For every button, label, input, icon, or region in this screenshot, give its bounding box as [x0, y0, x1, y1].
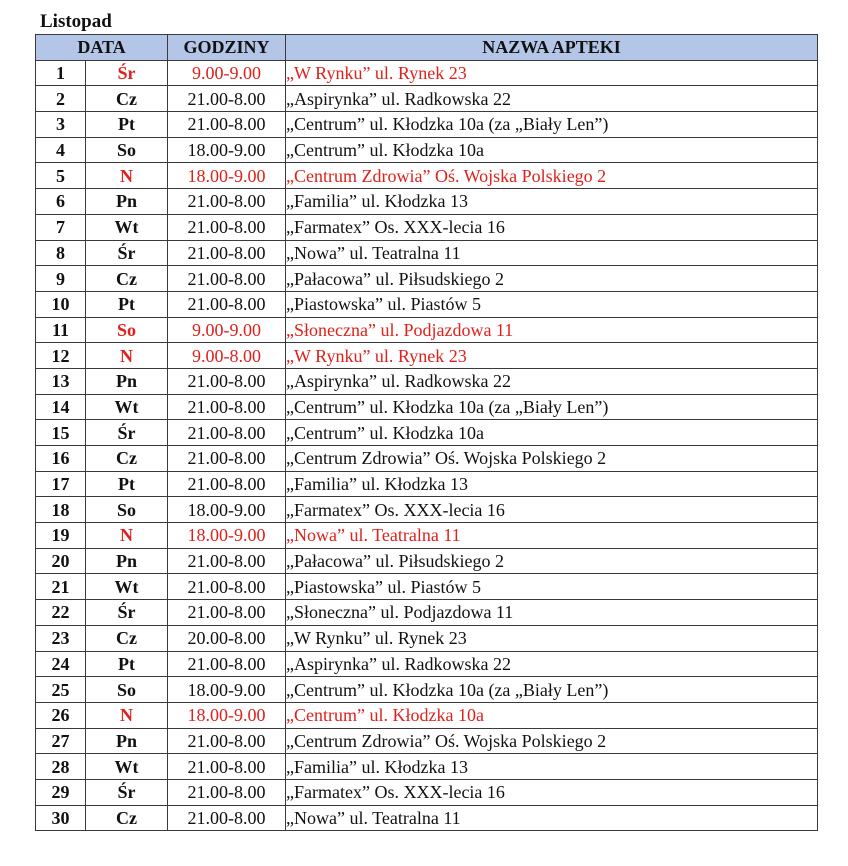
table-row [36, 291, 818, 317]
day-number-cell: 22 [36, 600, 86, 626]
hours-cell: 18.00-9.00 [168, 523, 286, 549]
table-row [36, 317, 818, 343]
day-number-cell: 25 [36, 677, 86, 703]
day-number-cell: 16 [36, 446, 86, 472]
table-row [36, 266, 818, 292]
hours-cell: 18.00-9.00 [168, 677, 286, 703]
hours-cell: 18.00-9.00 [168, 702, 286, 728]
hours-cell: 21.00-8.00 [168, 86, 286, 112]
pharmacy-cell: „Nowa” ul. Teatralna 11 [286, 240, 818, 266]
table-row [36, 446, 818, 472]
table-row [36, 677, 818, 703]
pharmacy-cell: „Farmatex” Os. XXX-lecia 16 [286, 779, 818, 805]
day-number-cell: 29 [36, 779, 86, 805]
month-title: Listopad [40, 11, 112, 32]
hours-cell: 21.00-8.00 [168, 214, 286, 240]
day-number-cell: 26 [36, 702, 86, 728]
table-row [36, 779, 818, 805]
pharmacy-cell: „W Rynku” ul. Rynek 23 [286, 60, 818, 86]
weekday-cell: So [86, 137, 168, 163]
table-row [36, 112, 818, 138]
table-row [36, 600, 818, 626]
header-pharmacy: NAZWA APTEKI [286, 35, 818, 61]
pharmacy-cell: „Centrum” ul. Kłodzka 10a [286, 702, 818, 728]
weekday-cell: Cz [86, 86, 168, 112]
weekday-cell: So [86, 497, 168, 523]
pharmacy-cell: „Centrum” ul. Kłodzka 10a (za „Biały Len”) [286, 112, 818, 138]
weekday-cell: Pt [86, 291, 168, 317]
pharmacy-cell: „Centrum” ul. Kłodzka 10a [286, 420, 818, 446]
day-number-cell: 12 [36, 343, 86, 369]
pharmacy-cell: „Pałacowa” ul. Piłsudskiego 2 [286, 266, 818, 292]
table-row [36, 728, 818, 754]
weekday-cell: Śr [86, 420, 168, 446]
day-number-cell: 17 [36, 471, 86, 497]
hours-cell: 21.00-8.00 [168, 651, 286, 677]
weekday-cell: N [86, 163, 168, 189]
hours-cell: 18.00-9.00 [168, 163, 286, 189]
table-row [36, 137, 818, 163]
hours-cell: 9.00-9.00 [168, 317, 286, 343]
table-row [36, 471, 818, 497]
day-number-cell: 18 [36, 497, 86, 523]
hours-cell: 20.00-8.00 [168, 625, 286, 651]
hours-cell: 21.00-8.00 [168, 394, 286, 420]
weekday-cell: Wt [86, 214, 168, 240]
day-number-cell: 19 [36, 523, 86, 549]
hours-cell: 9.00-9.00 [168, 60, 286, 86]
day-number-cell: 14 [36, 394, 86, 420]
table-row [36, 240, 818, 266]
table-row [36, 368, 818, 394]
weekday-cell: Pt [86, 471, 168, 497]
table-header [36, 35, 818, 61]
pharmacy-cell: „Centrum” ul. Kłodzka 10a (za „Biały Len”) [286, 677, 818, 703]
hours-cell: 9.00-8.00 [168, 343, 286, 369]
pharmacy-cell: „Pałacowa” ul. Piłsudskiego 2 [286, 548, 818, 574]
pharmacy-cell: „Familia” ul. Kłodzka 13 [286, 754, 818, 780]
day-number-cell: 21 [36, 574, 86, 600]
table-row [36, 523, 818, 549]
day-number-cell: 2 [36, 86, 86, 112]
weekday-cell: Wt [86, 574, 168, 600]
weekday-cell: Śr [86, 60, 168, 86]
pharmacy-cell: „Centrum Zdrowia” Oś. Wojska Polskiego 2 [286, 446, 818, 472]
weekday-cell: N [86, 702, 168, 728]
weekday-cell: Pt [86, 112, 168, 138]
hours-cell: 21.00-8.00 [168, 420, 286, 446]
pharmacy-cell: „Nowa” ul. Teatralna 11 [286, 805, 818, 831]
hours-cell: 21.00-8.00 [168, 754, 286, 780]
hours-cell: 21.00-8.00 [168, 291, 286, 317]
weekday-cell: Cz [86, 625, 168, 651]
day-number-cell: 28 [36, 754, 86, 780]
weekday-cell: Pn [86, 189, 168, 215]
pharmacy-cell: „Nowa” ul. Teatralna 11 [286, 523, 818, 549]
hours-cell: 21.00-8.00 [168, 548, 286, 574]
hours-cell: 21.00-8.00 [168, 728, 286, 754]
table-row [36, 214, 818, 240]
table-row [36, 497, 818, 523]
pharmacy-duty-table [35, 34, 818, 831]
pharmacy-cell: „Aspirynka” ul. Radkowska 22 [286, 368, 818, 394]
table-row [36, 548, 818, 574]
weekday-cell: Wt [86, 394, 168, 420]
hours-cell: 21.00-8.00 [168, 446, 286, 472]
hours-cell: 21.00-8.00 [168, 805, 286, 831]
day-number-cell: 7 [36, 214, 86, 240]
weekday-cell: So [86, 317, 168, 343]
day-number-cell: 23 [36, 625, 86, 651]
hours-cell: 18.00-9.00 [168, 497, 286, 523]
day-number-cell: 1 [36, 60, 86, 86]
pharmacy-cell: „Centrum Zdrowia” Oś. Wojska Polskiego 2 [286, 163, 818, 189]
header-row [36, 35, 818, 61]
weekday-cell: N [86, 343, 168, 369]
weekday-cell: Śr [86, 779, 168, 805]
hours-cell: 21.00-8.00 [168, 600, 286, 626]
weekday-cell: Pn [86, 368, 168, 394]
table-row [36, 651, 818, 677]
weekday-cell: Pt [86, 651, 168, 677]
weekday-cell: Cz [86, 266, 168, 292]
day-number-cell: 9 [36, 266, 86, 292]
table-row [36, 625, 818, 651]
pharmacy-cell: „Piastowska” ul. Piastów 5 [286, 574, 818, 600]
pharmacy-cell: „W Rynku” ul. Rynek 23 [286, 343, 818, 369]
table-row [36, 60, 818, 86]
pharmacy-cell: „Aspirynka” ul. Radkowska 22 [286, 651, 818, 677]
weekday-cell: Cz [86, 446, 168, 472]
table-body [36, 60, 818, 831]
weekday-cell: Śr [86, 600, 168, 626]
pharmacy-cell: „Centrum Zdrowia” Oś. Wojska Polskiego 2 [286, 728, 818, 754]
hours-cell: 21.00-8.00 [168, 266, 286, 292]
day-number-cell: 6 [36, 189, 86, 215]
weekday-cell: Cz [86, 805, 168, 831]
pharmacy-cell: „W Rynku” ul. Rynek 23 [286, 625, 818, 651]
pharmacy-cell: „Słoneczna” ul. Podjazdowa 11 [286, 317, 818, 343]
table-row [36, 394, 818, 420]
day-number-cell: 8 [36, 240, 86, 266]
pharmacy-cell: „Familia” ul. Kłodzka 13 [286, 189, 818, 215]
hours-cell: 21.00-8.00 [168, 574, 286, 600]
pharmacy-cell: „Farmatex” Os. XXX-lecia 16 [286, 214, 818, 240]
day-number-cell: 15 [36, 420, 86, 446]
hours-cell: 18.00-9.00 [168, 137, 286, 163]
hours-cell: 21.00-8.00 [168, 112, 286, 138]
pharmacy-cell: „Farmatex” Os. XXX-lecia 16 [286, 497, 818, 523]
day-number-cell: 24 [36, 651, 86, 677]
hours-cell: 21.00-8.00 [168, 779, 286, 805]
table-row [36, 86, 818, 112]
header-hours: GODZINY [168, 35, 286, 61]
table-row [36, 163, 818, 189]
weekday-cell: Pn [86, 548, 168, 574]
table-row [36, 754, 818, 780]
weekday-cell: Pn [86, 728, 168, 754]
pharmacy-cell: „Słoneczna” ul. Podjazdowa 11 [286, 600, 818, 626]
header-date: DATA [36, 35, 168, 61]
day-number-cell: 27 [36, 728, 86, 754]
hours-cell: 21.00-8.00 [168, 240, 286, 266]
pharmacy-cell: „Centrum” ul. Kłodzka 10a [286, 137, 818, 163]
table-row [36, 702, 818, 728]
pharmacy-cell: „Aspirynka” ul. Radkowska 22 [286, 86, 818, 112]
day-number-cell: 10 [36, 291, 86, 317]
hours-cell: 21.00-8.00 [168, 368, 286, 394]
day-number-cell: 13 [36, 368, 86, 394]
table-row [36, 574, 818, 600]
table-row [36, 420, 818, 446]
weekday-cell: Śr [86, 240, 168, 266]
weekday-cell: Wt [86, 754, 168, 780]
weekday-cell: So [86, 677, 168, 703]
day-number-cell: 20 [36, 548, 86, 574]
day-number-cell: 5 [36, 163, 86, 189]
hours-cell: 21.00-8.00 [168, 471, 286, 497]
day-number-cell: 3 [36, 112, 86, 138]
table-row [36, 343, 818, 369]
pharmacy-cell: „Centrum” ul. Kłodzka 10a (za „Biały Len”) [286, 394, 818, 420]
day-number-cell: 11 [36, 317, 86, 343]
table-row [36, 805, 818, 831]
pharmacy-cell: „Piastowska” ul. Piastów 5 [286, 291, 818, 317]
weekday-cell: N [86, 523, 168, 549]
day-number-cell: 4 [36, 137, 86, 163]
hours-cell: 21.00-8.00 [168, 189, 286, 215]
pharmacy-cell: „Familia” ul. Kłodzka 13 [286, 471, 818, 497]
day-number-cell: 30 [36, 805, 86, 831]
table-row [36, 189, 818, 215]
